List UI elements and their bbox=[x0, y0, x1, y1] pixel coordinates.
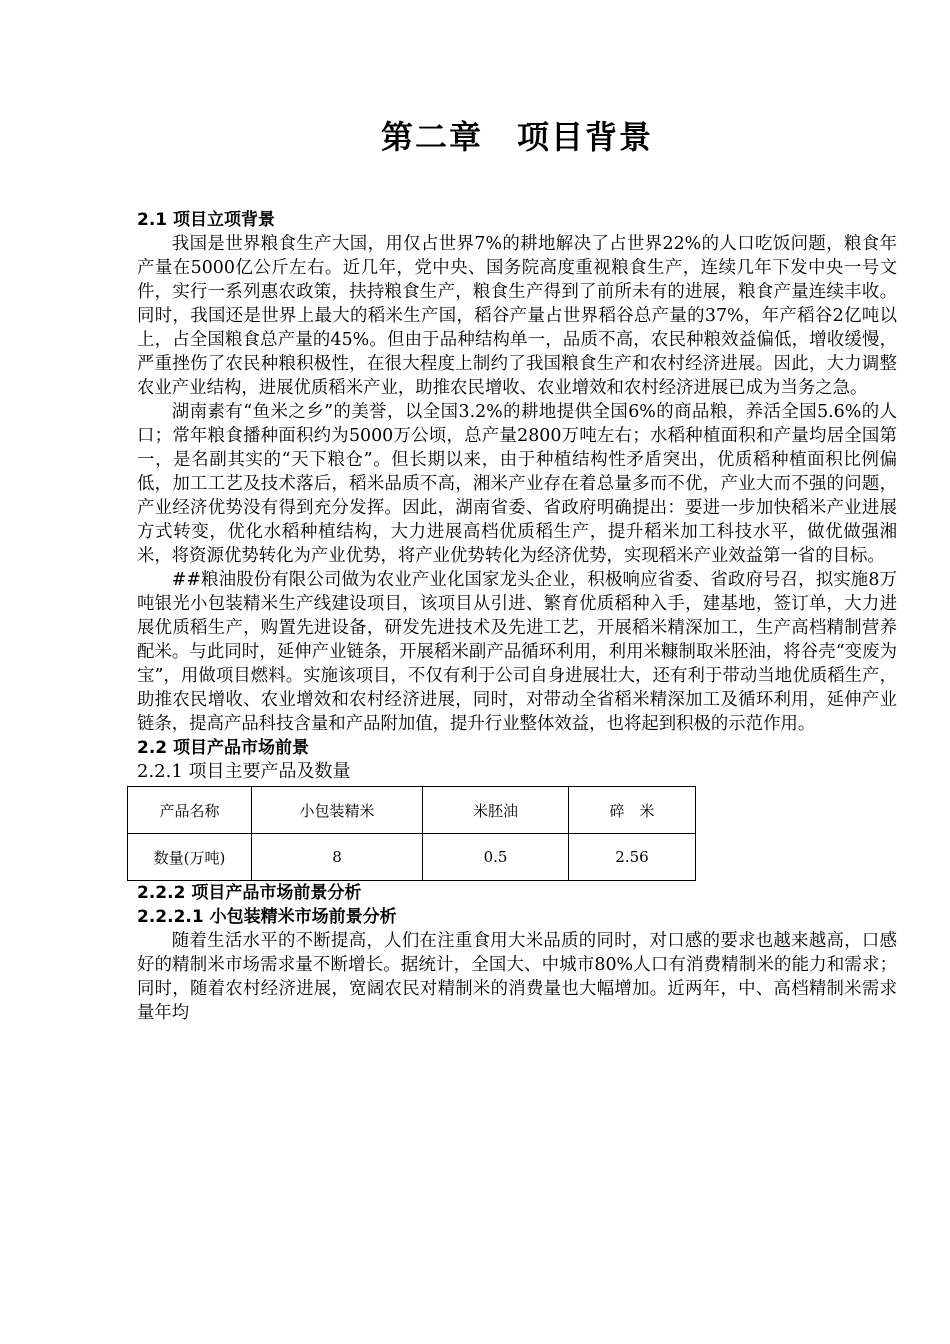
table-cell: 0.5 bbox=[423, 834, 569, 881]
table-cell: 小包装精米 bbox=[252, 787, 423, 834]
table-cell: 产品名称 bbox=[128, 787, 252, 834]
table-cell: 8 bbox=[252, 834, 423, 881]
section-2-2-1-heading: 2.2.1 项目主要产品及数量 bbox=[137, 761, 351, 782]
table-header-row bbox=[128, 787, 696, 834]
table-cell: 碎 米 bbox=[569, 787, 696, 834]
table-cell: 数量(万吨) bbox=[128, 834, 252, 881]
paragraph-rice-market: 随着生活水平的不断提高，人们在注重食用大米品质的同时，对口感的要求也越来越高，口感好的精制米市场需求量不断增长。据统计，全国大、中城市80%人口有消费精制米的能力和需求；同时，随着农村经济进展，宽阔农民对精制米的消费量也大幅增加。近两年，中、高档精制米需求量年均 bbox=[137, 931, 897, 1023]
table-cell: 米胚油 bbox=[423, 787, 569, 834]
chapter-title: 第二章 项目背景 bbox=[380, 118, 653, 156]
section-2-2-2-1-heading: 2.2.2.1 小包装精米市场前景分析 bbox=[137, 907, 397, 927]
paragraph-company-project: ##粮油股份有限公司做为农业产业化国家龙头企业，积极响应省委、省政府号召，拟实施8万吨银光小包装精米生产线建设项目，该项目从引进、繁育优质稻种入手，建基地，签订单，大力进展优质稻生产，购置先进设备，研发先进技术及先进工艺，开展稻米精深加工，生产高档精制营养配米。与此同时，延伸产业链条，开展稻米副产品循环利用，利用米糠制取米胚油，将谷壳“变废为宝”，用做项目燃料。实施该项目，不仅有利于公司自身进展壮大，还有利于带动当地优质稻生产，助推农民增收、农业增效和农村经济进展，同时，对带动全省稻米精深加工及循环利用，延伸产业链条，提高产品科技含量和产品附加值，提升行业整体效益，也将起到积极的示范作用。 bbox=[137, 570, 897, 734]
paragraph-hunan-rice: 湖南素有“鱼米之乡”的美誉，以全国3.2%的耕地提供全国6%的商品粮，养活全国5.6%的人口；常年粮食播种面积约为5000万公顷，总产量2800万吨左右；水稻种植面积和产量均居全国第一，是名副其实的“天下粮仓”。但长期以来，由于种植结构性矛盾突出，优质稻种植面积比例偏低，加工工艺及技术落后，稻米品质不高，湘米产业存在着总量多而不优，产业大而不强的问题，产业经济优势没有得到充分发挥。因此，湖南省委、省政府明确提出：要进一步加快稻米产业进展方式转变，优化水稻种植结构，大力进展高档优质稻生产，提升稻米加工科技水平，做优做强湘米，将资源优势转化为产业优势，将产业优势转化为经济优势，实现稻米产业效益第一省的目标。 bbox=[137, 402, 897, 566]
product-quantity-table bbox=[127, 786, 696, 881]
table-row bbox=[128, 834, 696, 881]
section-2-2-heading: 2.2 项目产品市场前景 bbox=[137, 738, 310, 758]
paragraph-national-grain: 我国是世界粮食生产大国，用仅占世界7%的耕地解决了占世界22%的人口吃饭问题，粮食年产量在5000亿公斤左右。近几年，党中央、国务院高度重视粮食生产，连续几年下发中央一号文件，实行一系列惠农政策，扶持粮食生产，粮食生产得到了前所未有的进展，粮食产量连续丰收。同时，我国还是世界上最大的稻米生产国，稻谷产量占世界稻谷总产量的37%，年产稻谷2亿吨以上，占全国粮食总产量的45%。但由于品种结构单一，品质不高，农民种粮效益偏低，增收缓慢，严重挫伤了农民种粮积极性，在很大程度上制约了我国粮食生产和农村经济进展。因此，大力调整农业产业结构，进展优质稻米产业，助推农民增收、农业增效和农村经济进展已成为当务之急。 bbox=[137, 234, 897, 398]
section-2-1-heading: 2.1 项目立项背景 bbox=[137, 210, 276, 230]
document-body bbox=[137, 208, 897, 1025]
section-2-2-2-heading: 2.2.2 项目产品市场前景分析 bbox=[137, 883, 362, 903]
table-cell: 2.56 bbox=[569, 834, 696, 881]
